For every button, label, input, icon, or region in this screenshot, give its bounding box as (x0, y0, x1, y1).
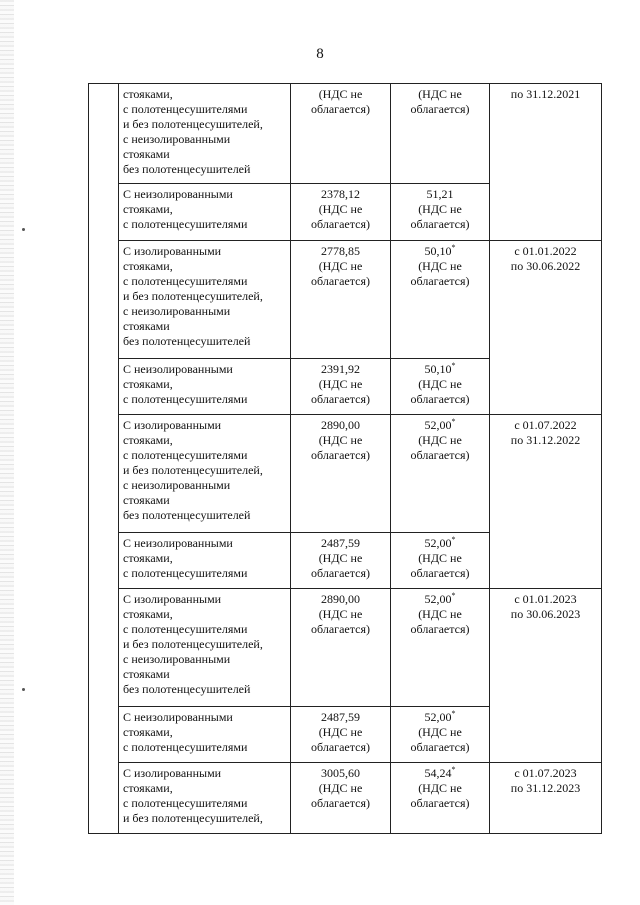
cell-line: с неизолированными (123, 132, 231, 146)
cell-line: с 01.07.2023 (514, 766, 577, 780)
cell-line: стояками, (123, 433, 173, 447)
cell-line: стояками, (123, 87, 173, 101)
cell-line: стояками (123, 319, 170, 333)
rate-per-unit-cell (391, 589, 490, 707)
cell-line: 54,24* (424, 765, 456, 780)
cell-line: 2890,00 (321, 418, 360, 432)
cell-line: (НДС не (418, 433, 462, 447)
cell-line: облагается) (410, 274, 470, 288)
cell-line: с полотенцесушителями (123, 274, 248, 288)
footnote-mark: * (451, 417, 456, 426)
footnote-mark: * (451, 765, 456, 774)
cell-line: и без полотенцесушителей, (123, 117, 263, 131)
cell-line: 52,00* (424, 417, 456, 432)
cell-line: с полотенцесушителями (123, 796, 248, 810)
rate-per-unit-cell (391, 359, 490, 415)
table-row (89, 589, 602, 707)
cell-line: стояками (123, 493, 170, 507)
cell-line: 50,10* (424, 361, 456, 376)
rate-per-unit-cell (391, 707, 490, 763)
cell-line: облагается) (410, 622, 470, 636)
cell-line: по 30.06.2022 (510, 259, 581, 273)
scan-edge (0, 0, 14, 905)
cell-line: (НДС не (418, 607, 462, 621)
cell-line: облагается) (410, 217, 470, 231)
page-number: 8 (316, 46, 324, 62)
cell-line: (НДС не (418, 725, 462, 739)
cell-line: облагается) (410, 796, 470, 810)
description-cell (119, 241, 291, 359)
period-cell (490, 763, 602, 834)
cell-line: с неизолированными (123, 652, 231, 666)
cell-line: 52,00* (424, 591, 456, 606)
footnote-mark: * (451, 591, 456, 600)
table-row (89, 415, 602, 533)
cell-line: 3005,60 (321, 766, 360, 780)
cell-line: облагается) (311, 566, 370, 580)
cell-line: стояками, (123, 725, 173, 739)
cell-line: стояками, (123, 781, 173, 795)
cell-line: с полотенцесушителями (123, 740, 248, 754)
cell-line: с 01.01.2023 (514, 592, 577, 606)
period-cell (490, 241, 602, 415)
cell-line: 52,00* (424, 709, 456, 724)
cell-line: с полотенцесушителями (123, 566, 248, 580)
rate-cell (291, 415, 391, 533)
cell-line: и без полотенцесушителей, (123, 289, 263, 303)
rate-cell (291, 589, 391, 707)
cell-line: (НДС не (318, 725, 363, 739)
cell-line: 2778,85 (321, 244, 360, 258)
cell-line: С изолированными (123, 244, 222, 258)
cell-line: С неизолированными (123, 187, 233, 201)
cell-line: и без полотенцесушителей, (123, 811, 263, 825)
cell-line: по 31.12.2023 (510, 781, 581, 795)
description-cell (119, 84, 291, 184)
rate-per-unit-cell (391, 84, 490, 184)
description-cell (119, 707, 291, 763)
cell-line: стояками, (123, 551, 173, 565)
cell-line: с полотенцесушителями (123, 217, 248, 231)
cell-line: облагается) (410, 740, 470, 754)
cell-line: стояками, (123, 607, 173, 621)
cell-line: (НДС не (418, 781, 462, 795)
cell-line: с полотенцесушителями (123, 448, 248, 462)
footnote-mark: * (451, 709, 456, 718)
description-cell (119, 763, 291, 834)
footnote-mark: * (451, 243, 456, 252)
cell-line: по 31.12.2022 (510, 433, 581, 447)
cell-line: с неизолированными (123, 478, 231, 492)
cell-line: облагается) (410, 392, 470, 406)
description-cell (119, 415, 291, 533)
cell-line: 2391,92 (321, 362, 360, 376)
cell-line: по 30.06.2023 (510, 607, 581, 621)
cell-line: (НДС не (418, 377, 462, 391)
cell-line: облагается) (311, 740, 370, 754)
cell-line: стояками, (123, 259, 173, 273)
rate-per-unit-cell (391, 415, 490, 533)
cell-line: С изолированными (123, 418, 222, 432)
scan-speck (22, 228, 25, 231)
period-cell (490, 589, 602, 763)
rate-per-unit-cell (391, 533, 490, 589)
cell-line: 2487,59 (321, 536, 360, 550)
description-cell (119, 533, 291, 589)
tariff-table (88, 83, 602, 834)
cell-line: С неизолированными (123, 536, 233, 550)
rate-cell (291, 359, 391, 415)
rate-per-unit-cell (391, 184, 490, 241)
cell-line: (НДС не (418, 87, 462, 101)
rate-cell (291, 84, 391, 184)
cell-line: без полотенцесушителей (123, 162, 251, 176)
footnote-mark: * (451, 361, 456, 370)
table-row (89, 84, 602, 184)
period-cell (490, 415, 602, 589)
footnote-mark: * (451, 535, 456, 544)
rate-per-unit-cell (391, 763, 490, 834)
cell-line: облагается) (410, 566, 470, 580)
cell-line: 51,21 (426, 187, 454, 201)
cell-line: (НДС не (318, 202, 363, 216)
cell-line: облагается) (311, 796, 370, 810)
cell-line: 50,10* (424, 243, 456, 258)
cell-line: по 31.12.2021 (510, 87, 581, 101)
cell-line: стояками, (123, 202, 173, 216)
cell-line: 2487,59 (321, 710, 360, 724)
cell-line: (НДС не (418, 259, 462, 273)
cell-line: 2890,00 (321, 592, 360, 606)
cell-line: 2378,12 (321, 187, 360, 201)
rate-cell (291, 241, 391, 359)
cell-line: без полотенцесушителей (123, 508, 251, 522)
scan-speck (22, 688, 25, 691)
cell-line: с полотенцесушителями (123, 392, 248, 406)
cell-line: облагается) (311, 622, 370, 636)
cell-line: с полотенцесушителями (123, 102, 248, 116)
cell-line: (НДС не (318, 551, 363, 565)
cell-line: (НДС не (318, 781, 363, 795)
cell-line: без полотенцесушителей (123, 334, 251, 348)
description-cell (119, 184, 291, 241)
rate-cell (291, 533, 391, 589)
cell-line: стояками, (123, 377, 173, 391)
cell-line: облагается) (311, 448, 370, 462)
cell-line: С неизолированными (123, 710, 233, 724)
cell-line: стояками (123, 667, 170, 681)
cell-line: С изолированными (123, 592, 222, 606)
cell-line: и без полотенцесушителей, (123, 463, 263, 477)
cell-line: облагается) (311, 102, 370, 116)
cell-line: (НДС не (418, 551, 462, 565)
description-cell (119, 589, 291, 707)
rate-cell (291, 707, 391, 763)
cell-line: с 01.01.2022 (514, 244, 577, 258)
rate-cell (291, 763, 391, 834)
cell-line: 52,00* (424, 535, 456, 550)
cell-line: и без полотенцесушителей, (123, 637, 263, 651)
cell-line: (НДС не (318, 259, 363, 273)
cell-line: облагается) (311, 392, 370, 406)
cell-line: с неизолированными (123, 304, 231, 318)
cell-line: облагается) (410, 448, 470, 462)
cell-line: стояками (123, 147, 170, 161)
table-row (89, 763, 602, 834)
cell-line: (НДС не (418, 202, 462, 216)
cell-line: без полотенцесушителей (123, 682, 251, 696)
cell-line: (НДС не (318, 433, 363, 447)
cell-line: (НДС не (318, 377, 363, 391)
cell-line: с полотенцесушителями (123, 622, 248, 636)
rate-per-unit-cell (391, 241, 490, 359)
cell-line: (НДС не (318, 607, 363, 621)
cell-line: с 01.07.2022 (514, 418, 577, 432)
rate-cell (291, 184, 391, 241)
cell-line: облагается) (311, 217, 370, 231)
cell-line: С изолированными (123, 766, 222, 780)
cell-line: С неизолированными (123, 362, 233, 376)
description-cell (119, 359, 291, 415)
table-row (89, 241, 602, 359)
blank-column-cell (89, 84, 119, 834)
cell-line: облагается) (410, 102, 470, 116)
period-cell (490, 84, 602, 241)
cell-line: (НДС не (318, 87, 363, 101)
cell-line: облагается) (311, 274, 370, 288)
